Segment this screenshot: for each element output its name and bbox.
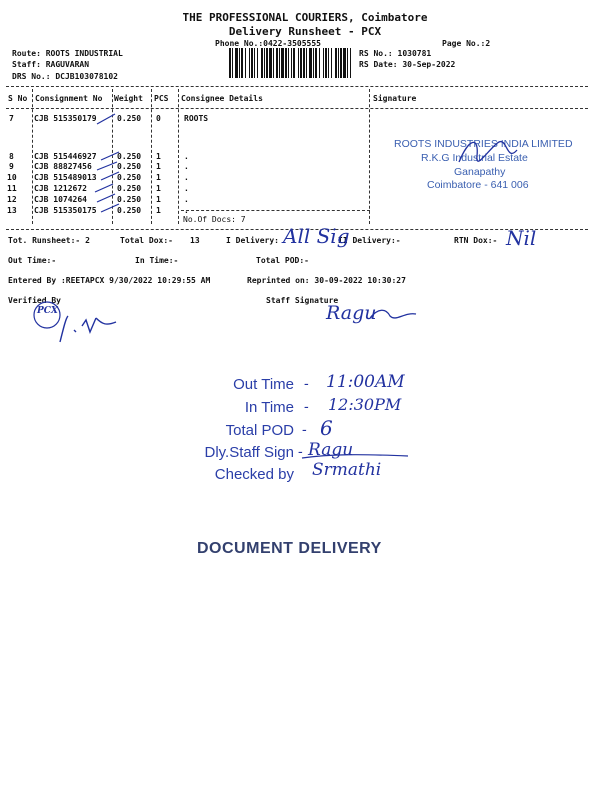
tot-runsheet: Tot. Runsheet:- 2 bbox=[8, 236, 90, 245]
barcode-image bbox=[229, 48, 351, 78]
row-weight: 0.250 bbox=[117, 152, 142, 161]
staff-field: Staff: RAGUVARAN bbox=[12, 60, 90, 69]
row-consignee: . bbox=[184, 162, 189, 171]
manual-checked-by-label: Checked by bbox=[214, 466, 294, 483]
staff-signature-flourish bbox=[368, 304, 418, 324]
verified-by-label: Verified By bbox=[8, 296, 61, 305]
handwritten-total-pod: 6 bbox=[320, 416, 333, 440]
stamp-line: R.K.G Industrial Estate bbox=[421, 152, 528, 164]
row-pcs: 1 bbox=[156, 184, 161, 193]
company-title: THE PROFESSIONAL COURIERS, Coimbatore bbox=[182, 11, 428, 24]
handwritten-out-time: 11:00AM bbox=[326, 372, 405, 392]
row-consignment: CJB 515350175 bbox=[34, 206, 97, 215]
row-consignee: . bbox=[184, 195, 189, 204]
manual-out-time-label: Out Time bbox=[233, 376, 294, 393]
row-sno: 9 bbox=[9, 162, 14, 171]
stamp-signature-scribble bbox=[455, 132, 525, 182]
row-consignment: CJB 515446927 bbox=[34, 152, 97, 161]
tick-marks bbox=[95, 112, 125, 222]
row-consignment: CJB 515489013 bbox=[34, 173, 97, 182]
total-dox-label: Total Dox:- bbox=[120, 236, 173, 245]
handwritten-rtn-dox: Nil bbox=[506, 226, 537, 250]
dash-mark: - bbox=[304, 376, 309, 392]
drs-number: DRS No.: DCJB103078102 bbox=[12, 72, 118, 81]
col-header-consignment: Consignment No bbox=[35, 94, 103, 103]
handwritten-dly-sign: Ragu bbox=[308, 440, 354, 460]
col-divider bbox=[32, 89, 33, 224]
row-consignee: . bbox=[184, 152, 189, 161]
total-pod-label: Total POD:- bbox=[256, 256, 309, 265]
row-sno: 10 bbox=[7, 173, 17, 182]
row-weight: 0.250 bbox=[117, 206, 142, 215]
verified-initials-scribble bbox=[30, 296, 120, 351]
phone-number: Phone No.:0422-3505555 bbox=[215, 39, 321, 48]
docs-divider bbox=[181, 210, 370, 211]
dash-mark: - bbox=[302, 422, 307, 438]
dash-mark: - bbox=[304, 399, 309, 415]
row-pcs: 1 bbox=[156, 195, 161, 204]
in-time-label: In Time:- bbox=[135, 256, 179, 265]
staff-signature-label: Staff Signature bbox=[266, 296, 339, 305]
col-header-signature: Signature bbox=[373, 94, 417, 103]
col-divider bbox=[151, 89, 152, 224]
row-weight: 0.250 bbox=[117, 184, 142, 193]
reprinted-on: Reprinted on: 30-09-2022 10:30:27 bbox=[247, 276, 406, 285]
row-sno: 8 bbox=[9, 152, 14, 161]
col-header-consignee: Consignee Details bbox=[181, 94, 263, 103]
stamp-line: ROOTS INDUSTRIES INDIA LIMITED bbox=[394, 138, 573, 150]
rs-date: RS Date: 30-Sep-2022 bbox=[359, 60, 456, 69]
rtn-dox-label: RTN Dox:- bbox=[454, 236, 498, 245]
row-consignment: CJB 88827456 bbox=[34, 162, 92, 171]
row-consignee: . bbox=[184, 206, 189, 215]
manual-total-pod-label: Total POD bbox=[225, 422, 294, 439]
row-pcs: 1 bbox=[156, 162, 161, 171]
dash-mark: - bbox=[298, 444, 303, 460]
ii-delivery-label: II Delivery:- bbox=[338, 236, 401, 245]
handwritten-in-time: 12:30PM bbox=[328, 395, 402, 414]
col-divider bbox=[369, 89, 370, 224]
row-weight: 0.250 bbox=[117, 114, 142, 123]
row-consignment: CJB 515350179 bbox=[34, 114, 97, 123]
row-weight: 0.250 bbox=[117, 162, 142, 171]
staff-signature: Ragu bbox=[326, 302, 377, 324]
row-pcs: 1 bbox=[156, 152, 161, 161]
row-weight: 0.250 bbox=[117, 173, 142, 182]
row-consignment: CJB 1212672 bbox=[34, 184, 87, 193]
header-divider-top bbox=[6, 86, 588, 87]
col-divider bbox=[178, 89, 179, 224]
i-delivery-label: I Delivery: bbox=[226, 236, 279, 245]
row-pcs: 1 bbox=[156, 206, 161, 215]
page-number: Page No.:2 bbox=[442, 39, 491, 48]
entered-by: Entered By :REETAPCX 9/30/2022 10:29:55 AM bbox=[8, 276, 211, 285]
col-header-sno: S No bbox=[8, 94, 28, 103]
row-weight: 0.250 bbox=[117, 195, 142, 204]
rs-number: RS No.: 1030781 bbox=[359, 49, 432, 58]
row-pcs: 1 bbox=[156, 173, 161, 182]
row-sno: 7 bbox=[9, 114, 14, 123]
total-dox-value: 13 bbox=[190, 236, 200, 245]
row-pcs: 0 bbox=[156, 114, 161, 123]
row-consignment: CJB 1074264 bbox=[34, 195, 87, 204]
stamp-line: Coimbatore - 641 006 bbox=[427, 179, 529, 191]
no-of-docs: No.Of Docs: 7 bbox=[183, 215, 246, 224]
verified-stamp-text: PCX bbox=[37, 306, 58, 316]
manual-dly-staff-sign-label: Dly.Staff Sign bbox=[204, 444, 294, 461]
row-consignee: . bbox=[184, 173, 189, 182]
col-header-pcs: PCS bbox=[154, 94, 169, 103]
row-consignee: ROOTS bbox=[184, 114, 209, 123]
manual-in-time-label: In Time bbox=[244, 399, 294, 416]
document-delivery-stamp: DOCUMENT DELIVERY bbox=[197, 540, 382, 557]
row-sno: 13 bbox=[7, 206, 17, 215]
handwritten-i-delivery: All Sig bbox=[283, 224, 350, 248]
handwritten-checked-by: Srmathi bbox=[312, 460, 382, 480]
header-divider-bottom bbox=[6, 108, 588, 109]
col-header-weight: Weight bbox=[114, 94, 143, 103]
stamp-line: Ganapathy bbox=[454, 166, 506, 178]
row-sno: 12 bbox=[7, 195, 17, 204]
runsheet-subtitle: Delivery Runsheet - PCX bbox=[228, 25, 382, 38]
out-time-label: Out Time:- bbox=[8, 256, 57, 265]
route-field: Route: ROOTS INDUSTRIAL bbox=[12, 49, 123, 58]
row-consignee: . bbox=[184, 184, 189, 193]
row-sno: 11 bbox=[7, 184, 17, 193]
